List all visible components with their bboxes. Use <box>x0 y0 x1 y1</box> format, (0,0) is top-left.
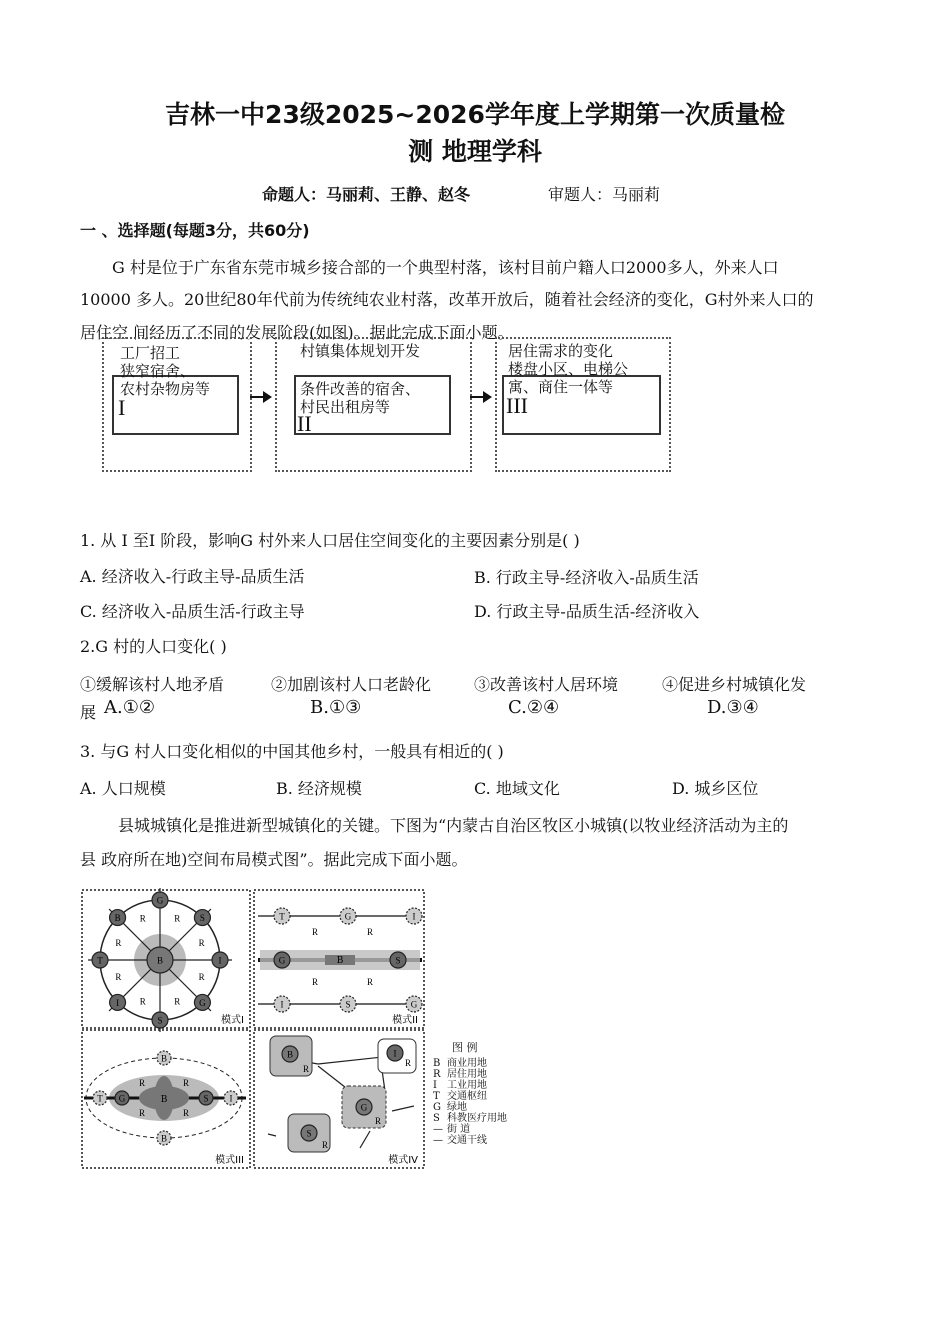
node-label: S <box>203 1093 209 1104</box>
node-label: G <box>118 1093 126 1104</box>
residential-label: R <box>374 1116 382 1126</box>
legend-item <box>433 1124 507 1135</box>
flow-stage3-text: 楼盘小区、电梯公 <box>508 360 629 378</box>
legend-symbol: G <box>433 1102 441 1113</box>
node-label: G <box>278 955 286 966</box>
q3-option-c: C. 地域文化 <box>474 779 560 798</box>
legend <box>433 1058 507 1146</box>
flow-stage1-label: I <box>118 395 126 420</box>
legend-symbol: S <box>433 1113 440 1124</box>
passage1-line: 10000 多人。20世纪80年代前为传统纯农业村落，改革开放后，随着社会经济的变化，G村外来人口的 <box>80 290 814 309</box>
node-label: B <box>336 956 344 966</box>
q3-option-b: B. 经济规模 <box>276 779 362 798</box>
mode-label: 模式II <box>392 1015 418 1026</box>
mode-label: 模式IV <box>388 1155 418 1166</box>
residential-label: R <box>366 927 374 937</box>
node-label: S <box>345 999 351 1010</box>
legend-item <box>433 1058 507 1069</box>
reviewer: 审题人：马丽莉 <box>548 185 661 204</box>
legend-symbol: B <box>433 1058 441 1069</box>
legend-item <box>433 1113 507 1124</box>
residential-label: R <box>404 1058 412 1068</box>
flow-stage2-top: 村镇集体规划开发 <box>300 342 421 360</box>
residential-label: R <box>174 996 181 1007</box>
legend-label: 交通干线 <box>447 1135 487 1146</box>
street <box>392 1106 414 1111</box>
residential-label: R <box>198 972 205 983</box>
residential-label: R <box>139 913 146 924</box>
legend-label: 街 道 <box>447 1124 471 1135</box>
node-label: I <box>412 911 416 922</box>
legend-item <box>433 1069 507 1080</box>
residential-label: R <box>311 927 319 937</box>
legend-label: 绿地 <box>447 1102 467 1113</box>
node-label: B <box>286 1049 294 1060</box>
flow-stage2-text: 村民出租房等 <box>300 398 391 416</box>
legend-symbol: — <box>433 1124 443 1135</box>
node-label: G <box>360 1102 368 1113</box>
legend-symbol: — <box>433 1135 443 1146</box>
arrow-icon <box>250 396 270 398</box>
legend-title: 图 例 <box>452 1041 478 1054</box>
node-label: S <box>395 955 401 966</box>
node-label: S <box>157 1015 163 1026</box>
q2-stem: 2.G 村的人口变化( ) <box>80 637 227 656</box>
residential-label: R <box>182 1108 190 1118</box>
legend-label: 工业用地 <box>447 1080 487 1091</box>
residential-label: R <box>366 977 374 987</box>
q3-option-d: D. 城乡区位 <box>672 779 759 798</box>
q3-option-a: A. 人口规模 <box>80 779 166 798</box>
flow-stage3-label: III <box>506 393 528 418</box>
q2-option-d: D.③④ <box>707 697 759 718</box>
mode-label: 模式I <box>221 1015 244 1026</box>
node-label: T <box>97 955 103 966</box>
residential-label: R <box>198 937 205 948</box>
title-line2: 测 地理学科 <box>408 137 542 166</box>
street <box>268 1134 276 1136</box>
residential-label: R <box>138 1078 146 1088</box>
node-label: B <box>156 955 164 966</box>
q2-option-c: C.②④ <box>508 697 560 718</box>
node-label: I <box>218 955 222 966</box>
flow-stage1-text: 农村杂物房等 <box>120 380 211 398</box>
node-label: S <box>199 913 205 924</box>
residential-label: R <box>115 937 122 948</box>
flow-stage2-label: II <box>297 411 312 436</box>
q1-option-d: D. 行政主导-品质生活-经济收入 <box>474 602 700 621</box>
residential-label: R <box>311 977 319 987</box>
residential-label: R <box>174 913 181 924</box>
q2-item: ④促进乡村城镇化发 <box>662 675 807 694</box>
flow-stage3-text: 寓、商住一体等 <box>508 378 614 396</box>
legend-item <box>433 1102 507 1113</box>
node-label: T <box>279 911 285 922</box>
arrow-icon <box>470 396 490 398</box>
q2-item: ②加剧该村人口老龄化 <box>271 675 432 694</box>
legend-symbol: T <box>433 1091 440 1102</box>
section-heading: 一 、选择题(每题3分，共60分) <box>80 221 310 240</box>
title-line1: 吉林一中23级2025~2026学年度上学期第一次质量检 <box>165 100 785 129</box>
node-label: I <box>116 997 120 1008</box>
q2-option-a: A.①② <box>104 697 155 718</box>
q2-item-cont: 展 <box>80 703 97 722</box>
q2-item: ③改善该村人居环境 <box>474 675 619 694</box>
legend-item <box>433 1080 507 1091</box>
passage2-line: 县城城镇化是推进新型城镇化的关键。下图为“内蒙古自治区牧区小城镇(以牧业经济活动为主的 <box>118 816 789 835</box>
node-label: G <box>156 895 164 906</box>
residential-label: R <box>182 1078 190 1088</box>
legend-item <box>433 1091 507 1102</box>
legend-label: 商业用地 <box>447 1058 487 1069</box>
street <box>360 1131 370 1148</box>
node-label: B <box>160 1095 168 1105</box>
passage1-line: G 村是位于广东省东莞市城乡接合部的一个典型村落，该村目前户籍人口2000多人，外来人口 <box>112 258 779 277</box>
q2-option-b: B.①③ <box>310 697 362 718</box>
node-label: G <box>344 911 352 922</box>
passage2-line: 县 政府所在地)空间布局模式图”。据此完成下面小题。 <box>80 850 468 869</box>
node-label: I <box>393 1048 397 1059</box>
flow-stage1-text: 狭窄宿舍、 <box>120 362 196 380</box>
legend-symbol: I <box>433 1080 437 1091</box>
q1-option-c: C. 经济收入-品质生活-行政主导 <box>80 602 305 621</box>
q2-item: ①缓解该村人地矛盾 <box>80 675 225 694</box>
node-label: S <box>306 1128 312 1139</box>
legend-label: 居住用地 <box>447 1069 487 1080</box>
mode-label: 模式III <box>215 1155 244 1166</box>
node-label: B <box>160 1133 168 1144</box>
flow-stage1-top: 工厂招工 <box>120 344 181 362</box>
residential-label: R <box>115 972 122 983</box>
node-label: G <box>410 999 418 1010</box>
q3-stem: 3. 与G 村人口变化相似的中国其他乡村，一般具有相近的( ) <box>80 742 504 761</box>
legend-label: 科教医疗用地 <box>447 1113 507 1124</box>
q1-stem: 1. 从 I 至I 阶段，影响G 村外来人口居住空间变化的主要因素分别是( ) <box>80 531 580 550</box>
residential-label: R <box>138 1108 146 1118</box>
node-label: G <box>199 997 206 1008</box>
q1-option-b: B. 行政主导-经济收入-品质生活 <box>474 568 699 587</box>
node-label: I <box>229 1093 233 1104</box>
flow-stage3-top: 居住需求的变化 <box>508 342 614 360</box>
legend-label: 交通枢纽 <box>447 1091 487 1102</box>
legend-item <box>433 1135 507 1146</box>
node-label: T <box>97 1093 103 1104</box>
node-label: I <box>280 999 284 1010</box>
residential-label: R <box>302 1064 310 1074</box>
q1-option-a: A. 经济收入-行政主导-品质生活 <box>80 567 305 586</box>
node-label: B <box>114 913 121 924</box>
residential-label: R <box>321 1140 329 1150</box>
town-layout-figure <box>80 886 430 1172</box>
authors: 命题人：马丽莉、王静、赵冬 <box>262 185 471 204</box>
node-label: B <box>160 1053 168 1064</box>
flow-stage2-text: 条件改善的宿舍、 <box>300 380 421 398</box>
passage1-line: 居住空 间经历了不同的发展阶段(如图)。据此完成下面小题。 <box>80 323 514 342</box>
legend-symbol: R <box>433 1069 441 1080</box>
residential-label: R <box>139 996 146 1007</box>
